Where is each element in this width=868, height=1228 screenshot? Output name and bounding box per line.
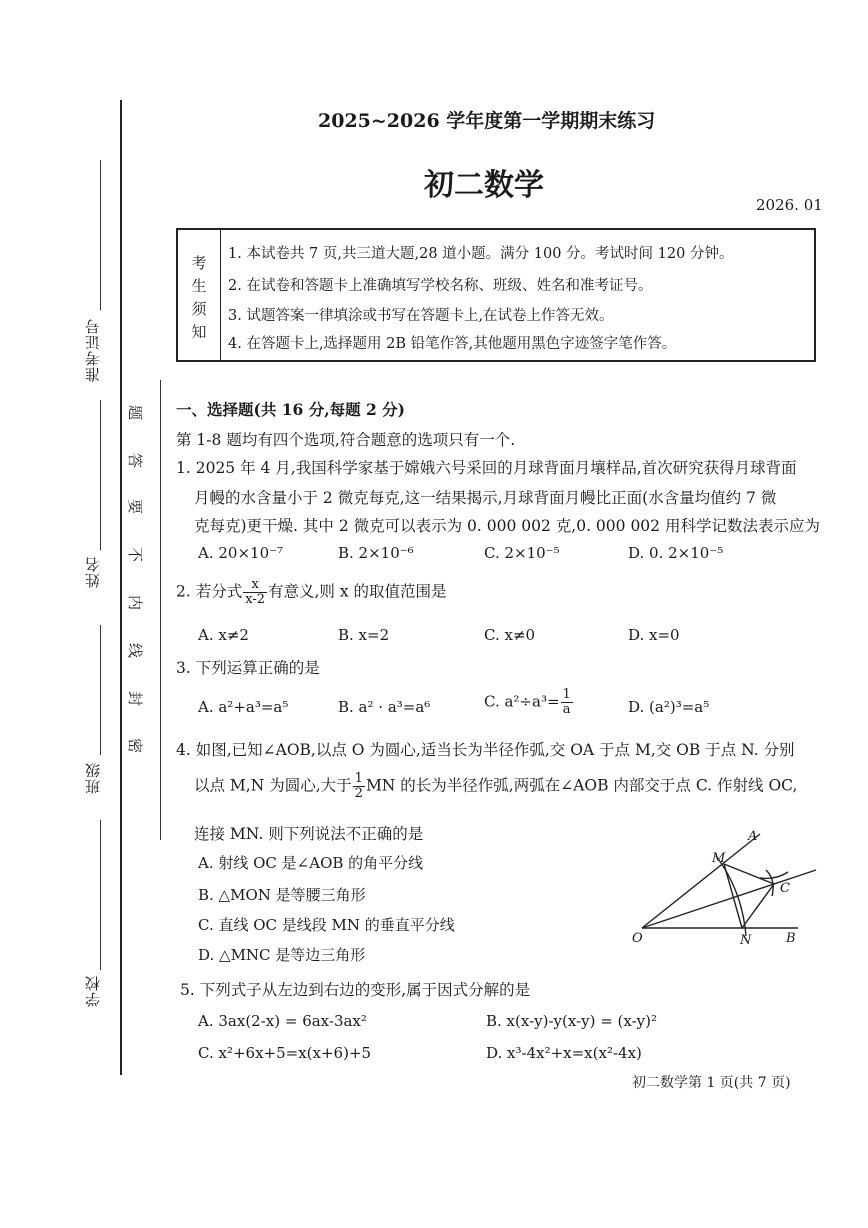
notice-heading: 考生须知: [191, 254, 207, 341]
seal-char: 内: [126, 594, 145, 611]
q4-line2-a: 以点 M,N 为圆心,大于: [194, 776, 352, 795]
q2-prefix: 2. 若分式: [176, 582, 243, 601]
exam-no-label: 准考证号: [84, 318, 102, 382]
label-M: M: [712, 851, 726, 866]
page-footer: 初二数学第 1 页(共 7 页): [632, 1075, 791, 1091]
q3-option-d: D. (a²)³=a⁵: [628, 698, 710, 716]
notice-divider: [220, 230, 221, 360]
q4-frac-num: 1: [354, 771, 363, 786]
seal-char: 题: [126, 404, 145, 421]
q1-option-c: C. 2×10⁻⁵: [484, 544, 560, 562]
q2-suffix: 有意义,则 x 的取值范围是: [268, 582, 447, 601]
q5-stem: 5. 下列式子从左边到右边的变形,属于因式分解的是: [180, 981, 531, 999]
q2-option-a: A. x≠2: [198, 626, 249, 644]
q2-frac-den: x-2: [245, 592, 265, 607]
q4-option-d: D. △MNC 是等边三角形: [198, 946, 366, 964]
seal-char: 线: [126, 642, 145, 659]
seal-char: 密: [126, 737, 145, 754]
q3-frac-den: a: [562, 702, 571, 717]
exam-title: 2025~2026 学年度第一学期期末练习: [318, 110, 656, 132]
binding-border-line: [120, 100, 122, 1075]
q4-option-c: C. 直线 OC 是线段 MN 的垂直平分线: [198, 916, 455, 934]
q4-line2: [194, 772, 797, 801]
q5-option-c: C. x²+6x+5=x(x+6)+5: [198, 1044, 372, 1062]
q2-fraction: [243, 578, 267, 607]
notice-item: 1. 本试卷共 7 页,共三道大题,28 道小题。满分 100 分。考试时间 120 分钟。: [228, 246, 734, 262]
q2-frac-num: x: [243, 578, 267, 593]
exam-no-underline: [100, 160, 101, 310]
q1-line1: 1. 2025 年 4 月,我国科学家基于嫦娥六号采回的月球背面月壤样品,首次研究获得月球背面: [176, 459, 797, 477]
q5-option-a: A. 3ax(2-x) = 6ax-3ax²: [198, 1012, 367, 1030]
q4-line1: 4. 如图,已知∠AOB,以点 O 为圆心,适当长为半径作弧,交 OA 于点 M,交 OB 于点 N. 分别: [176, 741, 795, 759]
binding-inner-line: [160, 380, 161, 840]
notice-box: [176, 228, 816, 362]
section-title: 一、选择题(共 16 分,每题 2 分): [176, 400, 406, 419]
notice-item: 3. 试题答案一律填涂或书写在答题卡上,在试卷上作答无效。: [228, 308, 614, 324]
subject-title: 初二数学: [424, 168, 544, 203]
q3-option-a: A. a²+a³=a⁵: [198, 698, 289, 716]
q3-frac-num: 1: [562, 687, 571, 702]
exam-date: 2026. 01: [756, 196, 823, 214]
q4-line3: 连接 MN. 则下列说法不正确的是: [194, 825, 424, 843]
q4-option-b: B. △MON 是等腰三角形: [198, 886, 366, 904]
q4-option-a: A. 射线 OC 是∠AOB 的角平分线: [198, 854, 424, 872]
q3-option-c: [484, 688, 574, 717]
q2-option-d: D. x=0: [628, 626, 680, 644]
q3-stem: 3. 下列运算正确的是: [176, 659, 320, 677]
q1-line2: 月幔的水含量小于 2 微克每克,这一结果揭示,月球背面月幔比正面(水含量均值约 7 微: [194, 489, 777, 507]
notice-item: 4. 在答题卡上,选择题用 2B 铅笔作答,其他题用黑色字迹签字笔作答。: [228, 336, 677, 352]
q2-option-c: C. x≠0: [484, 626, 536, 644]
q3-option-c-fraction: [561, 688, 573, 717]
q1-line3: 克每克)更干燥. 其中 2 微克可以表示为 0. 000 002 克,0. 000 002 用科学记数法表示应为: [194, 517, 820, 535]
label-C: C: [780, 881, 790, 896]
ray-OC: [642, 870, 816, 928]
seal-char: 答: [126, 452, 145, 469]
seal-char: 要: [126, 498, 145, 515]
school-underline: [100, 820, 101, 970]
name-label: 姓名: [84, 556, 102, 588]
notice-item: 2. 在试卷和答题卡上准确填写学校名称、班级、姓名和准考证号。: [228, 278, 653, 294]
q4-frac-den: 2: [354, 786, 363, 801]
q5-option-d: D. x³-4x²+x=x(x²-4x): [486, 1044, 642, 1062]
label-O: O: [632, 931, 643, 946]
q1-option-b: B. 2×10⁻⁶: [338, 544, 414, 562]
segment-NC: [742, 884, 774, 928]
section-instruction: 第 1-8 题均有四个选项,符合题意的选项只有一个.: [176, 431, 516, 449]
seal-char: 封: [126, 690, 145, 707]
name-underline: [100, 400, 101, 550]
label-N: N: [740, 933, 752, 948]
q2-option-b: B. x=2: [338, 626, 390, 644]
q4-angle-bisector-figure: [620, 820, 830, 955]
arc-N: [760, 872, 788, 878]
seal-char: 不: [126, 546, 145, 563]
label-B: B: [786, 931, 796, 946]
q4-line2-b: MN 的长为半径作弧,两弧在∠AOB 内部交于点 C. 作射线 OC,: [365, 776, 798, 795]
q2-stem: [176, 578, 447, 607]
class-underline: [100, 625, 101, 755]
q4-fraction: [353, 772, 365, 801]
q5-option-b: B. x(x-y)-y(x-y) = (x-y)²: [486, 1012, 658, 1030]
label-A: A: [748, 829, 758, 844]
q1-option-d: D. 0. 2×10⁻⁵: [628, 544, 724, 562]
q3-option-b: B. a² · a³=a⁶: [338, 698, 431, 716]
q1-option-a: A. 20×10⁻⁷: [198, 544, 284, 562]
q3-option-c-text: C. a²÷a³=: [484, 692, 560, 711]
class-label: 班级: [84, 762, 102, 794]
school-label: 学校: [84, 975, 102, 1007]
